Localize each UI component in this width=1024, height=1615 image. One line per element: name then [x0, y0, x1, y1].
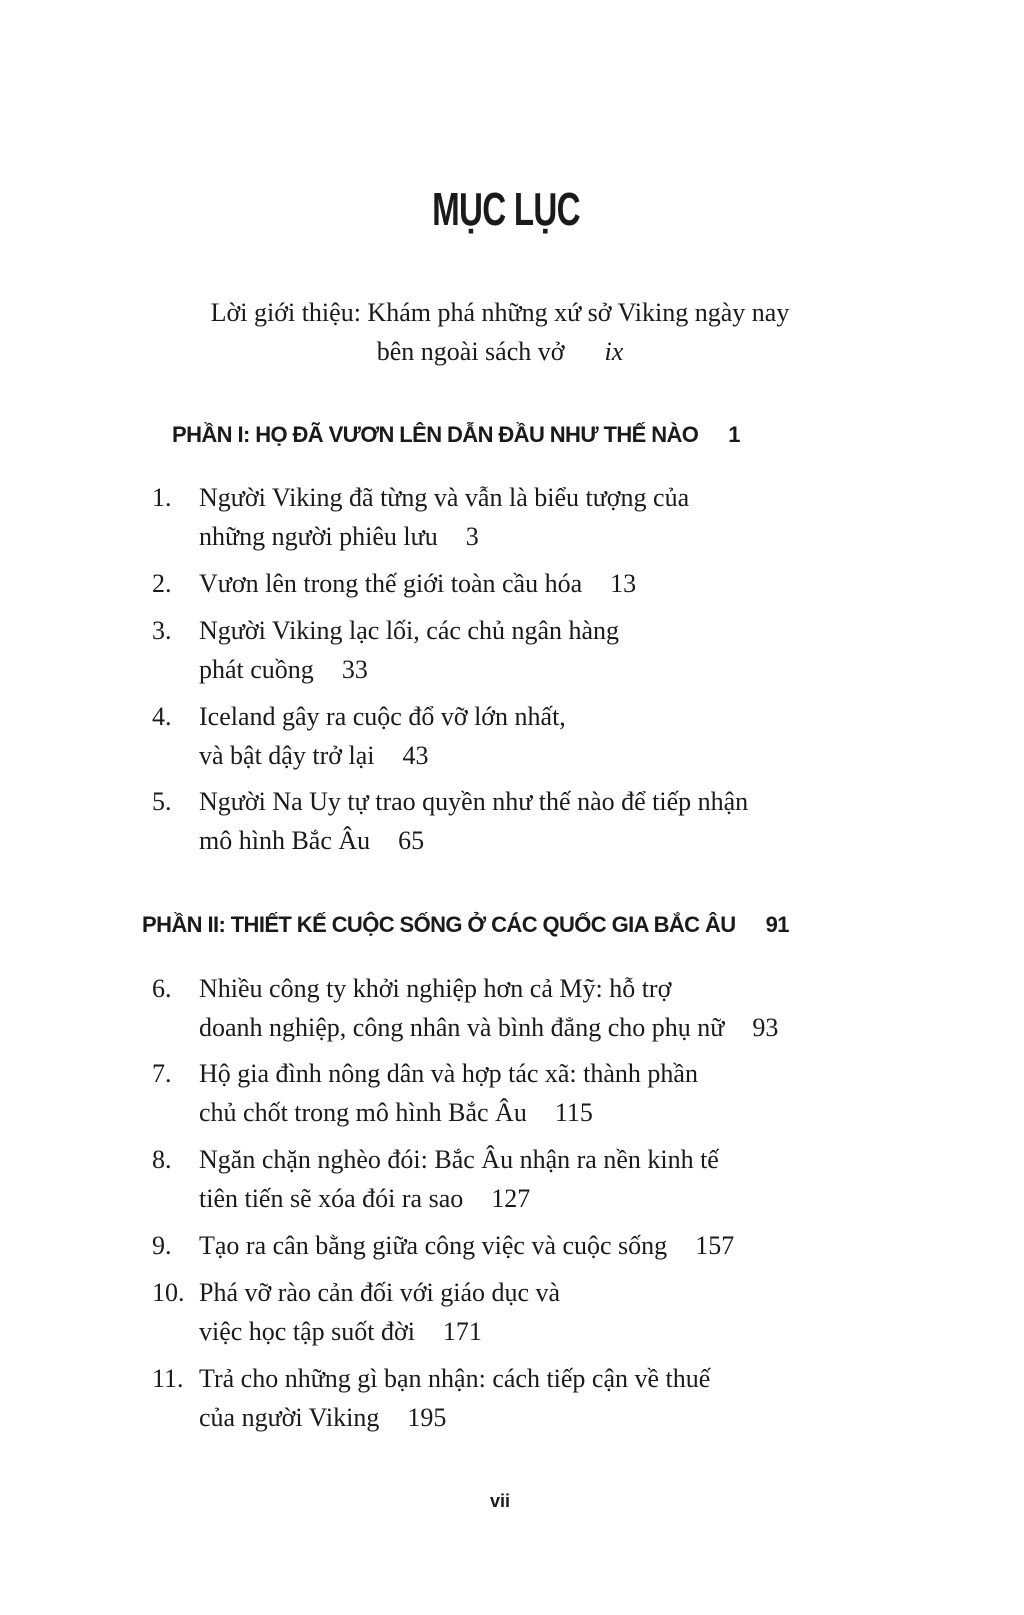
chapter-number: 2. [152, 569, 172, 598]
chapter-title-cont: những người phiêu lưu [199, 522, 438, 551]
chapter-title-cont: việc học tập suốt đời [199, 1317, 415, 1346]
chapter-title-line-2 [199, 1093, 698, 1132]
chapter-text [199, 1140, 719, 1218]
chapter-title-line-1 [199, 1359, 710, 1398]
chapter-title: Tạo ra cân bằng giữa công việc và cuộc sống [199, 1231, 668, 1260]
part-page: 91 [765, 912, 789, 937]
chapter-number: 7. [152, 1059, 172, 1088]
chapter-number: 5. [152, 787, 172, 816]
chapter-title: Iceland gây ra cuộc đổ vỡ lớn nhất, [199, 702, 566, 731]
chapter-text [199, 697, 566, 775]
chapter-text [199, 611, 619, 689]
part-heading-1 [172, 422, 740, 448]
chapter-title-line-2 [199, 736, 566, 775]
chapter-page: 33 [341, 655, 368, 684]
chapter-number: 11. [152, 1364, 184, 1393]
chapter-page: 65 [398, 826, 425, 855]
chapter-title-cont: doanh nghiệp, công nhân và bình đẳng cho phụ nữ [199, 1013, 725, 1042]
chapter-title: Người Na Uy tự trao quyền như thế nào để tiếp nhận [199, 787, 749, 816]
chapter-page: 3 [465, 522, 479, 551]
chapter-text [199, 782, 748, 860]
chapter-number: 8. [152, 1145, 172, 1174]
chapter-title-line-2 [199, 1312, 560, 1351]
chapter-title: Người Viking lạc lối, các chủ ngân hàng [199, 616, 620, 645]
page-title: MỤC LỤC [432, 183, 580, 235]
chapter-page: 171 [442, 1317, 482, 1346]
chapter-title-cont: của người Viking [199, 1403, 380, 1432]
chapter-title: Phá vỡ rào cản đối với giáo dục và [199, 1278, 561, 1307]
part-heading-2 [142, 912, 789, 938]
intro-line-2: bên ngoài sách vở [376, 337, 565, 366]
chapter-title: Vươn lên trong thế giới toàn cầu hóa [199, 569, 583, 598]
chapter-title: Người Viking đã từng và vẫn là biểu tượng của [199, 483, 690, 512]
chapter-number: 10. [152, 1278, 185, 1307]
chapter-text [199, 1273, 560, 1351]
chapter-text [199, 1226, 734, 1265]
chapter-page: 157 [695, 1231, 735, 1260]
chapter-page: 93 [752, 1013, 779, 1042]
chapter-title-line-2 [199, 821, 748, 860]
chapter-title-line-1 [199, 1273, 560, 1312]
chapter-number: 9. [152, 1231, 172, 1260]
chapter-title-line-1 [199, 611, 619, 650]
chapter-title-line-1 [199, 1140, 719, 1179]
part-page: 1 [728, 422, 740, 447]
chapter-page: 127 [491, 1184, 531, 1213]
chapter-page: 13 [610, 569, 637, 598]
chapter-title-cont: tiên tiến sẽ xóa đói ra sao [199, 1184, 464, 1213]
chapter-title-line-1 [199, 969, 778, 1008]
chapter-text [199, 1054, 698, 1132]
chapter-text [199, 564, 636, 603]
intro-page: ix [604, 337, 624, 366]
chapter-text [199, 478, 689, 556]
chapter-title-cont: mô hình Bắc Âu [199, 826, 371, 855]
chapter-title: Hộ gia đình nông dân và hợp tác xã: thành phần [199, 1059, 698, 1088]
chapter-title-line-2 [199, 1398, 710, 1437]
chapter-title-line-1 [199, 478, 689, 517]
chapter-text [199, 1359, 710, 1437]
chapter-title-line-1 [199, 1054, 698, 1093]
toc-intro-entry [0, 293, 1000, 371]
chapter-number: 4. [152, 702, 172, 731]
chapter-title-line-1 [199, 564, 636, 603]
chapter-title-line-1 [199, 1226, 734, 1265]
part-label: PHẦN II: THIẾT KẾ CUỘC SỐNG Ở CÁC QUỐC GIA BẮC ÂU [142, 912, 736, 937]
chapter-title-line-2 [199, 1008, 778, 1047]
chapter-page: 115 [554, 1098, 593, 1127]
chapter-title: Ngăn chặn nghèo đói: Bắc Âu nhận ra nền kinh tế [199, 1145, 719, 1174]
chapter-title-line-2 [199, 650, 619, 689]
part-label: PHẦN I: HỌ ĐÃ VƯƠN LÊN DẪN ĐẦU NHƯ THẾ NÀO [172, 422, 699, 447]
chapter-page: 195 [407, 1403, 447, 1432]
chapter-text [199, 969, 778, 1047]
chapter-title-line-1 [199, 697, 566, 736]
chapter-title-cont: phát cuồng [199, 655, 314, 684]
chapter-title-cont: và bật dậy trở lại [199, 741, 375, 770]
chapter-number: 6. [152, 974, 172, 1003]
chapter-title: Trả cho những gì bạn nhận: cách tiếp cận về thuế [199, 1364, 711, 1393]
chapter-number: 3. [152, 616, 172, 645]
chapter-number: 1. [152, 483, 172, 512]
chapter-title-line-1 [199, 782, 748, 821]
page-number: vii [489, 1491, 510, 1511]
intro-line-1: Lời giới thiệu: Khám phá những xứ sở Viking ngày nay [210, 298, 790, 327]
chapter-title: Nhiều công ty khởi nghiệp hơn cả Mỹ: hỗ trợ [199, 974, 672, 1003]
chapter-title-line-2 [199, 517, 689, 556]
chapter-title-line-2 [199, 1179, 719, 1218]
chapter-page: 43 [402, 741, 429, 770]
chapter-title-cont: chủ chốt trong mô hình Bắc Âu [199, 1098, 527, 1127]
